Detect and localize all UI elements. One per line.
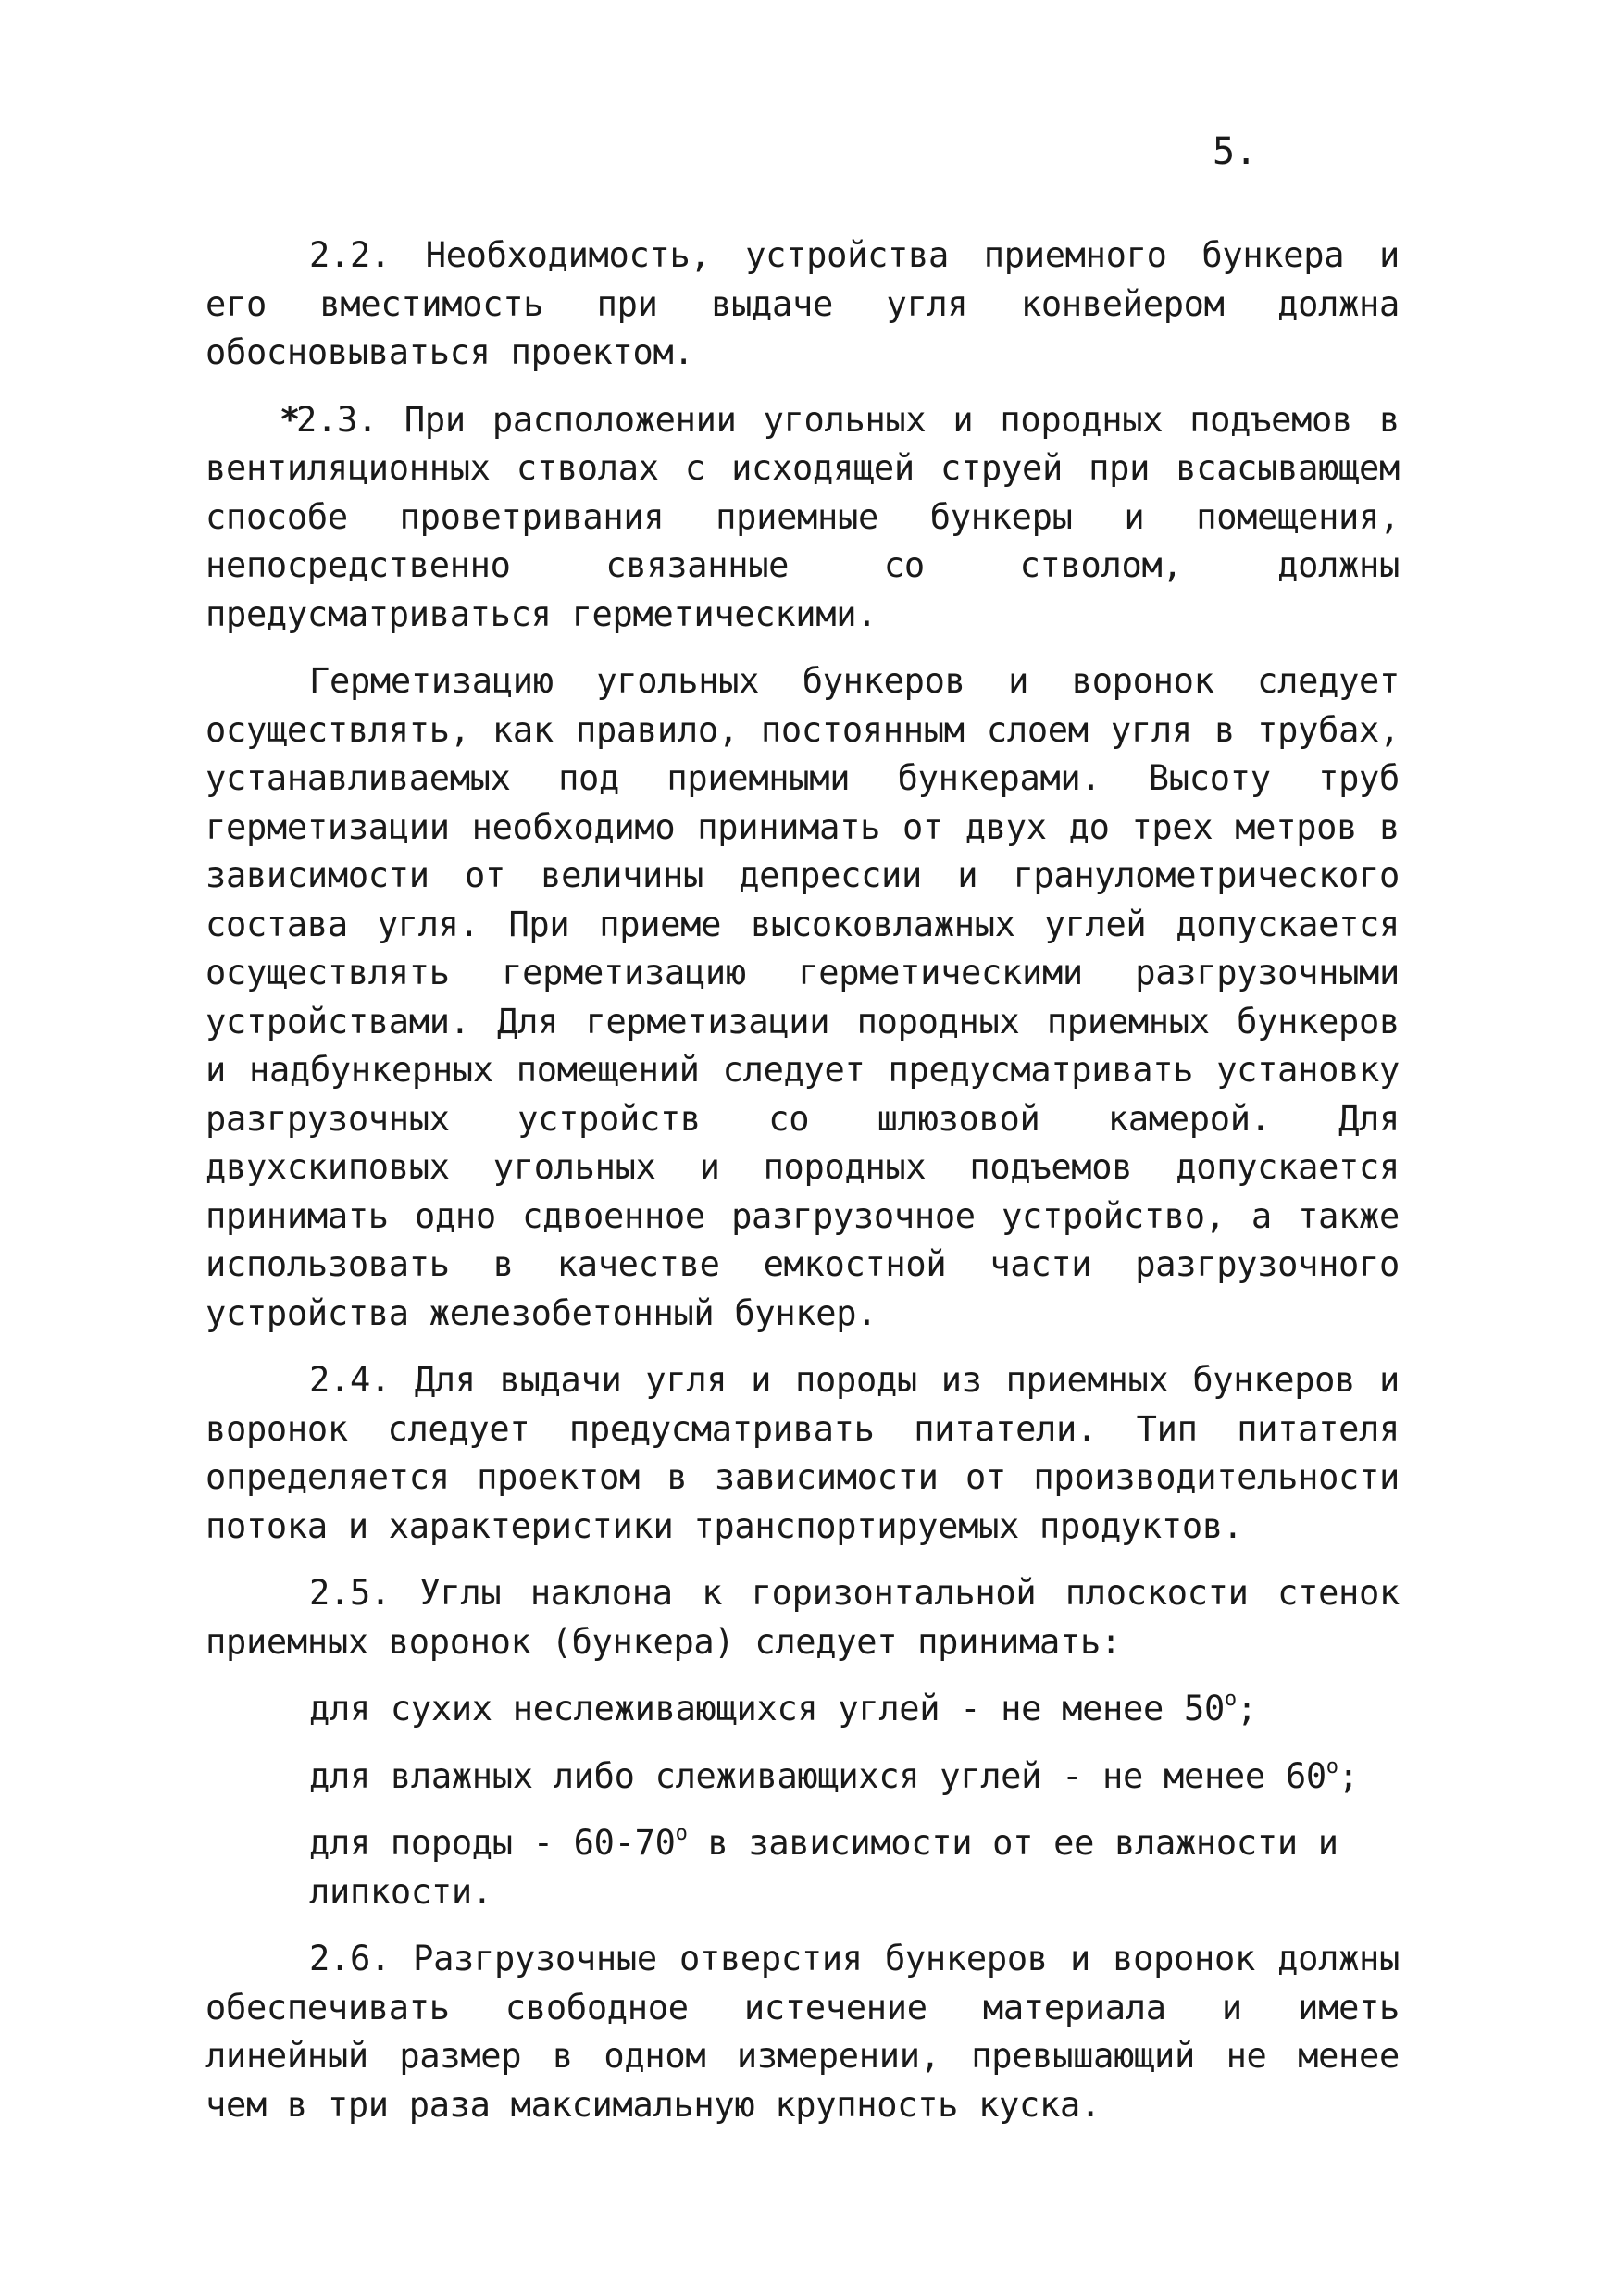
- list-item-tail: ;: [1236, 1689, 1257, 1728]
- clause-number: 2.4.: [309, 1360, 391, 1400]
- clause-2-6: [205, 1935, 1400, 2129]
- clause-2-3: [205, 396, 1400, 640]
- clause-number: 2.2.: [309, 235, 391, 275]
- clause-text: Для выдачи угля и породы из приемных бункеров и воронок следует предусматривать питатели. Тип питателя определяется проектом в зависимости от производительности потока и характеристики транспортируемых продуктов.: [205, 1360, 1400, 1546]
- clause-2-3-continued: [205, 657, 1400, 1338]
- clause-2-5: [205, 1569, 1400, 1666]
- clause-text: Герметизацию угольных бункеров и воронок следует осуществлять, как правило, постоянным слоем угля в трубах, устанавливаемых под приемными бункерами. Высоту труб герметизации необходимо принимать от двух до трех метров в зависимости от величины депрессии и гранулометрического состава угля. При приеме высоковлажных углей допускается осуществлять герметизацию герметическими разгрузочными устройствами. Для герметизации породных приемных бункеров и надбункерных помещений следует предусматривать установку разгрузочных устройств со шлюзовой камерой. Для двухскиповых угольных и породных подъемов допускается принимать одно сдвоенное разгрузочное устройство, а также использовать в качестве емкостной части разгрузочного устройства железобетонный бункер.: [205, 661, 1400, 1333]
- list-item-wet-coal: [309, 1753, 1400, 1802]
- clause-2-2: [205, 231, 1400, 378]
- clause-text: При расположении угольных и породных подъемов в вентиляционных стволах с исходящей струей при всасывающем способе проветривания приемные бункеры и помещения, непосредственно связанные со стволом, должны предусматриваться герметическими.: [205, 399, 1400, 634]
- change-marker: *: [280, 399, 300, 440]
- clause-2-4: [205, 1356, 1400, 1551]
- list-item-tail: в зависимости от ее влажности и липкости.: [309, 1823, 1338, 1912]
- clause-number: 2.3.: [296, 399, 378, 440]
- list-item-text: для сухих неслеживающихся углей - не менее 50: [309, 1689, 1225, 1728]
- clause-text: Разгрузочные отверстия бункеров и воронок должны обеспечивать свободное истечение материала и иметь линейный размер в одном измерении, превышающий не менее чем в три раза максимальную крупность куска.: [205, 1939, 1400, 2125]
- degree-sign: о: [675, 1822, 688, 1845]
- degree-sign: о: [1326, 1754, 1338, 1778]
- page-number: 5.: [1213, 131, 1258, 173]
- list-item-rock: [309, 1819, 1400, 1916]
- list-item-text: для влажных либо слеживающихся углей - не менее 60: [309, 1755, 1326, 1796]
- clause-text: Необходимость, устройства приемного бункера и его вместимость при выдаче угля конвейером должна обосновываться проектом.: [205, 235, 1400, 372]
- document-body: [205, 231, 1400, 2148]
- list-item-tail: ;: [1338, 1755, 1359, 1796]
- clause-text: Углы наклона к горизонтальной плоскости стенок приемных воронок (бункера) следует принимать:: [205, 1573, 1400, 1662]
- list-item-dry-coal: [309, 1685, 1400, 1734]
- clause-number: 2.5.: [309, 1573, 391, 1613]
- list-item-text: для породы - 60-70: [309, 1823, 676, 1863]
- degree-sign: о: [1224, 1688, 1237, 1711]
- clause-number: 2.6.: [309, 1939, 391, 1978]
